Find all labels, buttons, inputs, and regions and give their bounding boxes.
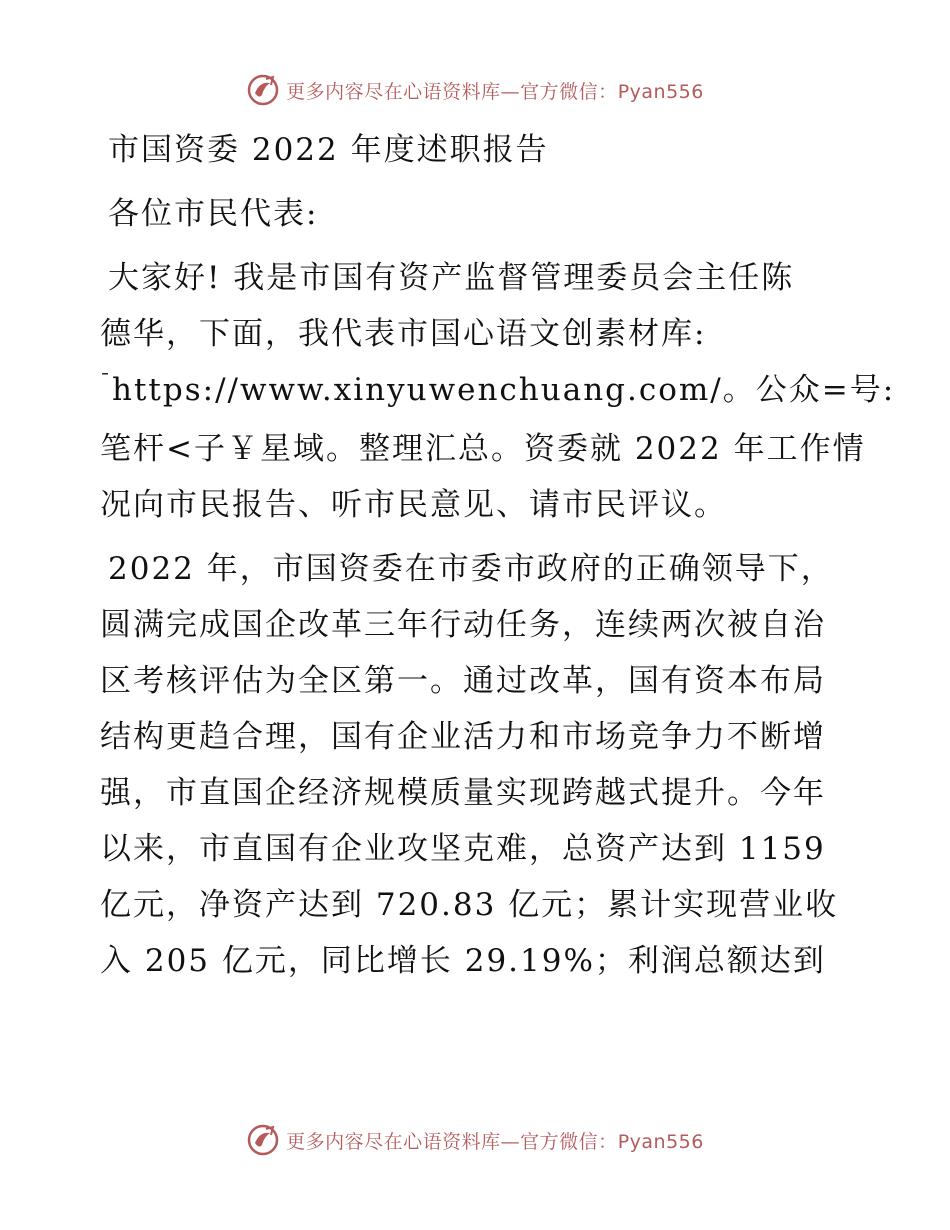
paragraph-line: 况向市民报告、听市民意见、请市民评议。 [100, 487, 727, 523]
paragraph-line: 以来，市直国有企业攻坚克难，总资产达到 1159 [100, 831, 826, 867]
salutation: 各位市民代表: [108, 196, 319, 232]
paragraph-line: 圆满完成国企改革三年行动任务，连续两次被自治 [100, 607, 826, 643]
banner-wechat-label: 官方微信： [520, 80, 618, 103]
banner-content [246, 73, 704, 107]
paragraph-line: 笔杆<子￥星域。整理汇总。资委就 2022 年工作情 [100, 431, 866, 467]
paragraph-line: 2022 年，市国资委在市委市政府的正确领导下， [108, 551, 834, 587]
paragraph-line: 强，市直国企经济规模质量实现跨越式提升。今年 [100, 775, 826, 811]
banner-wechat-id: Pyan556 [617, 80, 704, 103]
banner-dash: — [500, 1130, 521, 1153]
banner-dash: — [500, 80, 521, 103]
banner-text [286, 77, 704, 104]
paragraph-line: 亿元，净资产达到 720.83 亿元；累计实现营业收 [100, 887, 839, 923]
paragraph-line: 区考核评估为全区第一。通过改革，国有资本布局 [100, 663, 826, 699]
paragraph-line: 大家好! 我是市国有资产监督管理委员会主任陈 [108, 260, 795, 296]
document-body [100, 122, 896, 989]
paragraph-line: 入 205 亿元，同比增长 29.19%；利润总额达到 [100, 943, 826, 979]
banner-slogan: 更多内容尽在心语资料库 [286, 80, 501, 103]
header-banner [0, 70, 950, 110]
url-line: https://www.xinyuwenchuang.com/。公众=号: [112, 372, 896, 408]
paragraph-1 [100, 250, 896, 533]
paragraph-line: 德华，下面，我代表市国心语文创素材库: [100, 316, 707, 352]
paragraph-line: 结构更趋合理，国有企业活力和市场竞争力不断增 [100, 719, 826, 755]
banner-content [246, 1123, 704, 1157]
footer-banner [0, 1120, 950, 1160]
banner-text [286, 1127, 704, 1154]
overline-mark: ¯ [100, 369, 112, 393]
banner-wechat-label: 官方微信： [520, 1130, 618, 1153]
seal-logo-icon [246, 73, 280, 107]
paragraph-line [100, 362, 896, 421]
banner-slogan: 更多内容尽在心语资料库 [286, 1130, 501, 1153]
paragraph-2 [100, 541, 860, 989]
document-title: 市国资委 2022 年度述职报告 [108, 132, 549, 168]
seal-logo-icon [246, 1123, 280, 1157]
banner-wechat-id: Pyan556 [617, 1130, 704, 1153]
